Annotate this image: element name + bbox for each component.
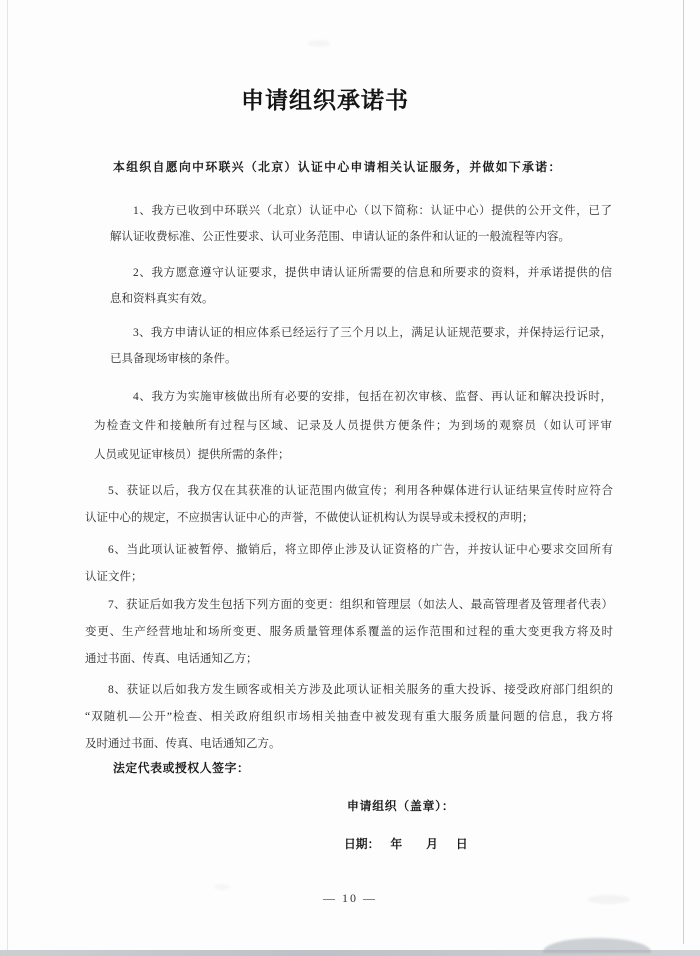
- commitment-paragraphs: [0, 198, 700, 758]
- date-year-label: 年: [390, 837, 403, 851]
- paragraph-7: [85, 592, 613, 673]
- paragraph-1-line-2: 解认证收费标准、公正性要求、认可业务范围、申请认证的条件和认证的一般流程等内容。: [110, 231, 570, 243]
- paragraph-5: [85, 478, 613, 532]
- stamp-line: 申请组织（盖章）：: [347, 799, 455, 813]
- paragraph-5-line-2: 认证中心的规定，不应损害认证中心的声誉，不做使认证机构认为误导或未授权的声明；: [85, 512, 534, 524]
- paragraph-8-line-3: 及时通过书面、传真、电话通知乙方。: [85, 738, 281, 750]
- paragraph-4-line-3: 人员或见证审核员）提供所需的条件；: [94, 449, 290, 461]
- paragraph-4-line-1: 4、我方为实施审核做出所有必要的安排，包括在初次审核、监督、再认证和解决投诉时，: [133, 391, 612, 403]
- paragraph-3-line-2: 已具备现场审核的条件。: [110, 353, 237, 365]
- paragraph-4-line-2: 为检查文件和接触所有过程与区域、记录及人员提供方便条件；为到场的观察员（如认可评审: [94, 420, 612, 432]
- scan-bottom-band: [0, 950, 700, 956]
- document-title: 申请组织承诺书: [241, 88, 409, 113]
- paragraph-7-line-3: 通过书面、传真、电话通知乙方；: [85, 653, 258, 665]
- paragraph-6-line-1: 6、当此项认证被暂停、撤销后，将立即停止涉及认证资格的广告，并按认证中心要求交回所有: [108, 544, 613, 556]
- page-number: — 10 —: [323, 891, 377, 905]
- paragraph-2-line-1: 2、我方愿意遵守认证要求，提供申请认证所需要的信息和所要求的资料，并承诺提供的信: [133, 267, 612, 279]
- paragraph-8-line-1: 8、获证以后如我方发生顾客或相关方涉及此项认证相关服务的重大投诉、接受政府部门组织的: [108, 684, 613, 696]
- scan-corner-smudge: [543, 938, 651, 953]
- paragraph-7-line-2: 变更、生产经营地址和场所变更、服务质量管理体系覆盖的运作范围和过程的重大变更我方将及时: [85, 626, 613, 638]
- paragraph-6-line-2: 认证文件；: [85, 571, 143, 583]
- paragraph-6: [85, 537, 613, 591]
- paragraph-3: [110, 320, 612, 372]
- paragraph-8-line-2: “双随机—公开”检查、相关政府组织市场相关抽查中被发现有重大服务质量问题的信息，我方将: [85, 711, 613, 723]
- date-label: 日期：: [344, 837, 380, 851]
- signature-line: 法定代表或授权人签字：: [113, 761, 250, 775]
- paragraph-2-line-2: 息和资料真实有效。: [110, 293, 214, 305]
- paragraph-1: [110, 198, 612, 250]
- paragraph-7-line-1: 7、获证后如我方发生包括下列方面的变更：组织和管理层（如法人、最高管理者及管理者代表）: [108, 599, 613, 611]
- paragraph-3-line-1: 3、我方申请认证的相应体系已经运行了三个月以上，满足认证规范要求，并保持运行记录，: [133, 327, 612, 339]
- paragraph-1-line-1: 1、我方已收到中环联兴（北京）认证中心（以下简称：认证中心）提供的公开文件，已了: [133, 205, 612, 217]
- date-day-label: 日: [455, 837, 468, 851]
- paragraph-4: [94, 383, 612, 470]
- paragraph-2: [110, 260, 612, 312]
- date-line: [344, 836, 700, 853]
- intro-paragraph: 本组织自愿向中环联兴（北京）认证中心申请相关认证服务，并做如下承诺：: [113, 160, 562, 174]
- paragraph-5-line-1: 5、获证以后，我方仅在其获准的认证范围内做宣传；利用各种媒体进行认证结果宣传时应符合: [108, 485, 613, 497]
- date-month-label: 月: [426, 837, 438, 851]
- paragraph-8: [85, 677, 613, 758]
